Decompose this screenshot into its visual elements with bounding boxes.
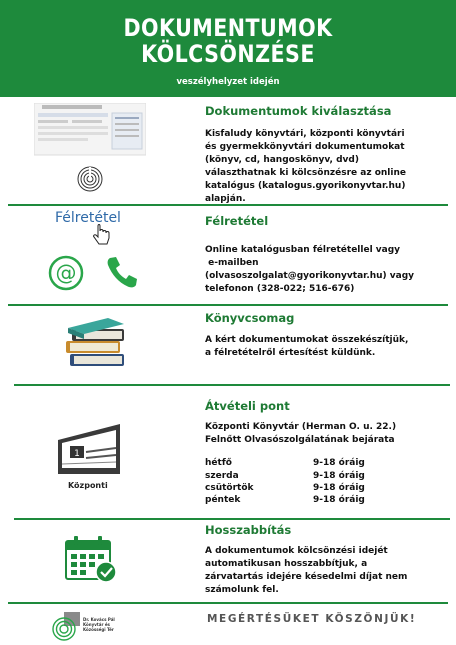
text-line: A dokumentumok kölcsönzési idejét (205, 546, 388, 556)
catalog-screenshot-icon (34, 103, 146, 199)
page-title-line1: DOKUMENTUMOK (123, 14, 333, 42)
text-line: automatikusan hosszabbítjuk, a (205, 559, 368, 569)
section-title-package: Könyvcsomag (205, 311, 295, 325)
section-body-extension (205, 545, 407, 597)
divider (14, 518, 450, 520)
schedule-hours: 9-18 óráig (313, 483, 365, 493)
at-sign-icon (48, 255, 84, 291)
schedule-hours: 9-18 óráig (313, 495, 365, 505)
text-line: (könyv, cd, hangoskönyv, dvd) (205, 155, 359, 165)
section-title-pickup: Átvételi pont (205, 399, 290, 413)
text-line: a félretételről értesítést küldünk. (205, 348, 376, 358)
text-line: számolunk fel. (205, 585, 279, 595)
text-line: Kisfaludy könyvtári, központi könyvtári (205, 129, 405, 139)
schedule-day: csütörtök (205, 483, 254, 493)
section-title-selection: Dokumentumok kiválasztása (205, 104, 392, 118)
phone-icon (104, 255, 140, 289)
text-line: választhatnak ki kölcsönzésre az online (205, 168, 406, 178)
schedule-hours: 9-18 óráig (313, 458, 365, 468)
header-banner (0, 0, 456, 97)
logo-line: Közösségi Tér (83, 627, 114, 632)
text-line: Online katalógusban félretétellel vagy (205, 245, 401, 255)
svg-text:1: 1 (74, 449, 80, 459)
calendar-check-icon (64, 535, 118, 583)
divider (14, 384, 450, 386)
text-line: Központi Könyvtár (Herman O. u. 22.) (205, 422, 397, 432)
text-line: katalógus (katalogus.gyorikonyvtar.hu) (205, 181, 406, 191)
page-title-line2: KÖLCSÖNZÉSE (141, 40, 315, 68)
pointer-hand-icon (92, 224, 112, 248)
schedule-day: szerda (205, 471, 239, 481)
section-title-reservation: Félretétel (205, 214, 269, 228)
text-line: (olvasoszolgalat@gyorikonyvtar.hu) vagy (205, 271, 415, 281)
book-stack-icon (64, 316, 128, 372)
text-line: és gyermekkönyvtári dokumentumokat (205, 142, 405, 152)
divider (8, 304, 448, 306)
section-title-extension: Hosszabbítás (205, 523, 292, 537)
section-body-selection (205, 128, 406, 206)
page-subtitle: veszélyhelyzet idején (176, 77, 280, 87)
divider (8, 602, 448, 604)
svg-text:@: @ (55, 261, 77, 285)
section-body-package (205, 334, 408, 360)
logo-line: Könyvtár és (83, 622, 110, 627)
library-logo-text (83, 617, 115, 632)
text-line: zárvatartás idejére késedelmi díjat nem (205, 572, 408, 582)
reservation-icon-word: Félretétel (55, 210, 121, 226)
text-line: alapján. (205, 194, 246, 204)
logo-line: Dr. Kovács Pál (83, 617, 115, 622)
section-body-reservation (205, 244, 414, 296)
library-logo-icon (50, 612, 82, 642)
text-line: A kért dokumentumokat összekészítjük, (205, 335, 409, 345)
text-line: telefonon (328-022; 516-676) (205, 284, 355, 294)
section-body-pickup (205, 421, 396, 447)
library-building-icon (56, 418, 122, 478)
library-icon-label: Központi (68, 481, 108, 490)
thanks-message: MEGÉRTÉSÜKET KÖSZÖNJÜK! (207, 613, 417, 625)
divider (8, 204, 448, 206)
schedule-day: péntek (205, 495, 241, 505)
text-line: e-mailben (205, 258, 259, 268)
text-line: Felnőtt Olvasószolgálatának bejárata (205, 435, 395, 445)
schedule-day: hétfő (205, 458, 232, 468)
schedule-hours: 9-18 óráig (313, 471, 365, 481)
